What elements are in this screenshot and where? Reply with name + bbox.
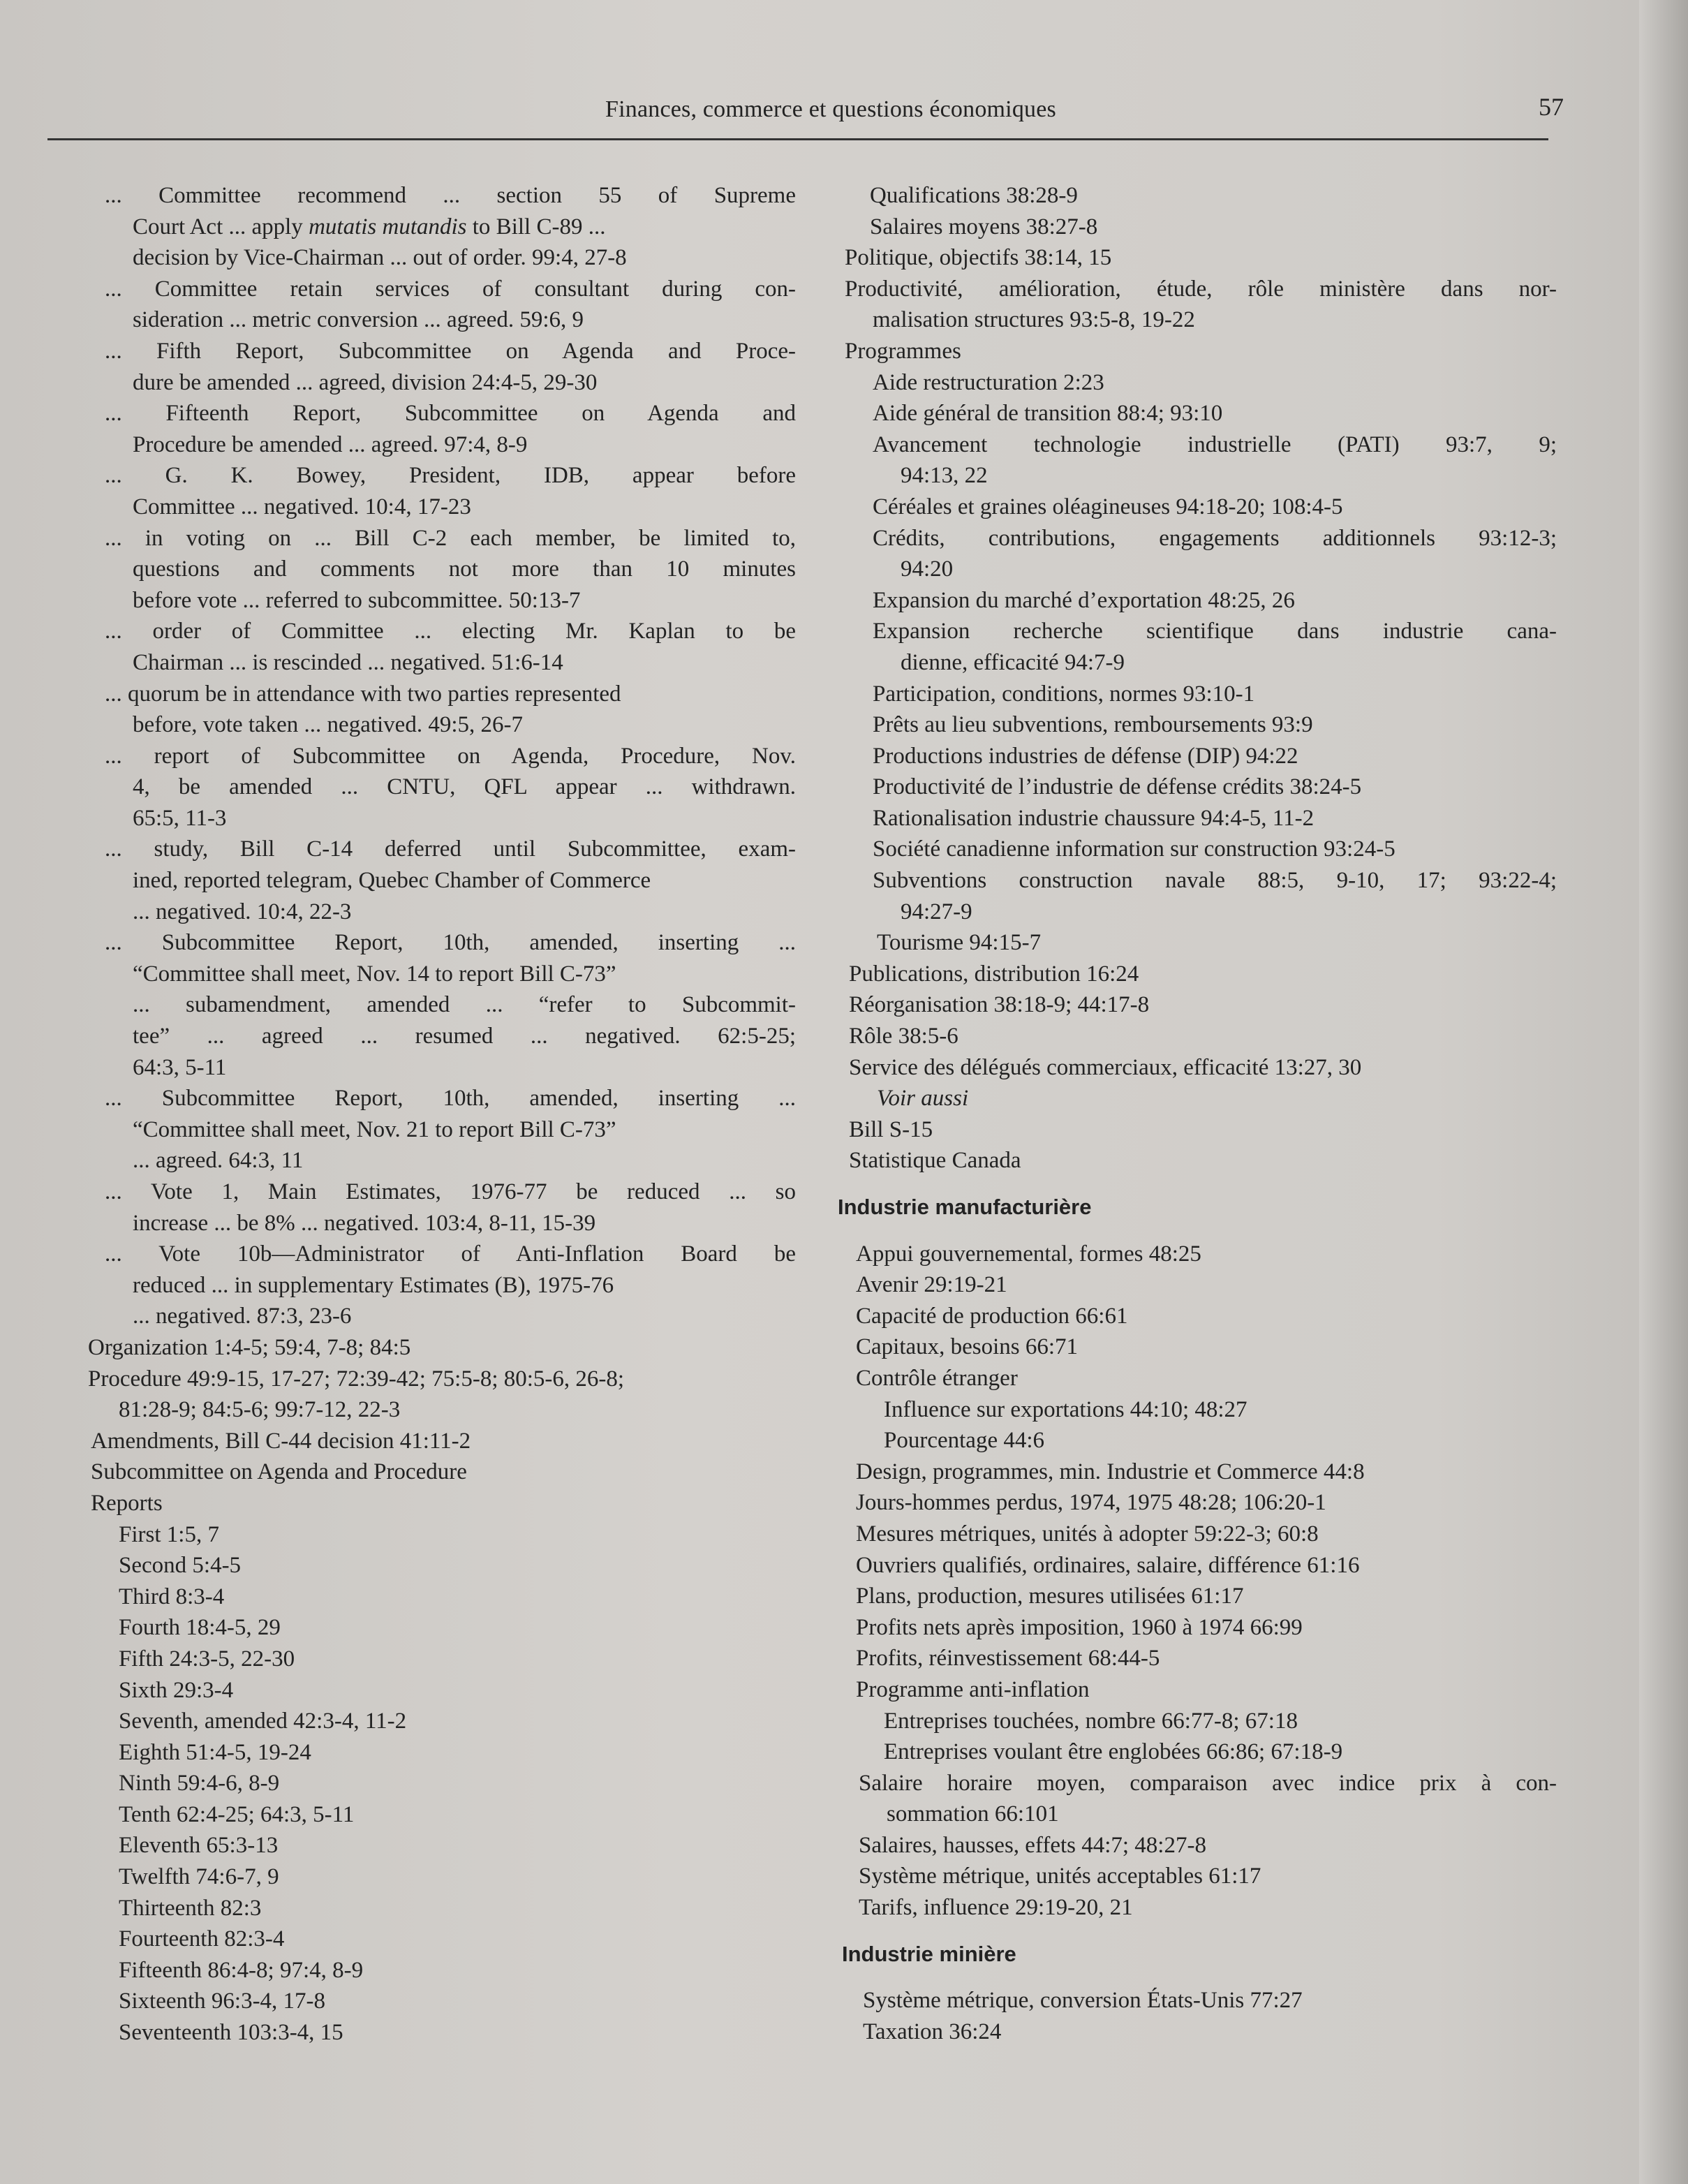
index-entry: before vote ... referred to subcommittee. 50:13-7 bbox=[133, 587, 581, 613]
index-entry: 94:20 bbox=[901, 556, 954, 582]
index-entry: “Committee shall meet, Nov. 21 to report Bill C-73” bbox=[133, 1116, 616, 1142]
index-entry: 4, be amended ... CNTU, QFL appear ... withdrawn. bbox=[133, 774, 796, 800]
index-entry: Rationalisation industrie chaussure 94:4-5, 11-2 bbox=[873, 805, 1315, 831]
index-entry: Aide général de transition 88:4; 93:10 bbox=[873, 401, 1223, 427]
index-entry: 94:27-9 bbox=[901, 899, 972, 924]
index-entry: reduced ... in supplementary Estimates (B), 1975-76 bbox=[133, 1272, 614, 1298]
header-rule bbox=[47, 138, 1548, 140]
index-entry: ... quorum be in attendance with two parties represented bbox=[105, 681, 621, 707]
index-entry: Qualifications 38:28-9 bbox=[870, 183, 1078, 208]
index-entry: Jours-hommes perdus, 1974, 1975 48:28; 106:20-1 bbox=[856, 1490, 1326, 1516]
index-entry: ... Subcommittee Report, 10th, amended, inserting ... bbox=[105, 930, 796, 956]
spacer bbox=[838, 1924, 1557, 1939]
running-header-title: Finances, commerce et questions économiques bbox=[605, 96, 1056, 122]
index-entry: Productions industries de défense (DIP) 94:22 bbox=[873, 743, 1298, 769]
index-entry: Procedure 49:9-15, 17-27; 72:39-42; 75:5-8; 80:5-6, 26-8; bbox=[88, 1366, 625, 1392]
index-entry: Productivité, amélioration, étude, rôle ministère dans nor- bbox=[845, 276, 1557, 302]
index-entry: Politique, objectifs 38:14, 15 bbox=[845, 245, 1112, 271]
index-entry: ... G. K. Bowey, President, IDB, appear before bbox=[105, 463, 796, 489]
index-entry: Eighth 51:4-5, 19-24 bbox=[119, 1739, 311, 1765]
index-entry: Organization 1:4-5; 59:4, 7-8; 84:5 bbox=[88, 1334, 411, 1360]
index-entry: ined, reported telegram, Quebec Chamber of Commerce bbox=[133, 868, 651, 894]
index-entry: Seventh, amended 42:3-4, 11-2 bbox=[119, 1709, 407, 1734]
index-entry: Taxation 36:24 bbox=[863, 2019, 1002, 2044]
index-entry: tee” ... agreed ... resumed ... negatived. 62:5-25; bbox=[133, 1024, 796, 1049]
section-heading: Industrie minière bbox=[842, 1941, 1016, 1966]
index-entry: Expansion recherche scientifique dans industrie cana- bbox=[873, 619, 1557, 644]
index-entry: “Committee shall meet, Nov. 14 to report Bill C-73” bbox=[133, 961, 616, 987]
spacer bbox=[838, 1176, 1557, 1192]
index-entry: Avancement technologie industrielle (PATI) 93:7, 9; bbox=[873, 431, 1557, 457]
index-entry: Fourteenth 82:3-4 bbox=[119, 1926, 285, 1952]
index-entry: Avenir 29:19-21 bbox=[856, 1272, 1007, 1298]
index-entry: Contrôle étranger bbox=[856, 1365, 1018, 1391]
index-entry: Reports bbox=[91, 1490, 163, 1516]
index-entry: increase ... be 8% ... negatived. 103:4, 8-11, 15-39 bbox=[133, 1210, 596, 1236]
index-entry: Statistique Canada bbox=[849, 1148, 1021, 1174]
index-entry: Expansion du marché d’exportation 48:25, 26 bbox=[873, 587, 1295, 613]
index-entry: Aide restructuration 2:23 bbox=[873, 369, 1104, 395]
index-entry: 65:5, 11-3 bbox=[133, 805, 227, 831]
index-entry: 81:28-9; 84:5-6; 99:7-12, 22-3 bbox=[119, 1397, 401, 1423]
index-entry: Fifteenth 86:4-8; 97:4, 8-9 bbox=[119, 1957, 364, 1983]
index-entry: Réorganisation 38:18-9; 44:17-8 bbox=[849, 992, 1150, 1018]
index-entry: Plans, production, mesures utilisées 61:17 bbox=[856, 1584, 1244, 1609]
index-entry: ... Fifth Report, Subcommittee on Agenda and Proce- bbox=[105, 338, 796, 364]
right-index-column bbox=[838, 180, 1557, 2047]
index-entry: Sixteenth 96:3-4, 17-8 bbox=[119, 1989, 326, 2014]
index-entry: Productivité de l’industrie de défense crédits 38:24-5 bbox=[873, 774, 1362, 800]
index-entry: ... Vote 1, Main Estimates, 1976-77 be reduced ... so bbox=[105, 1179, 796, 1204]
index-entry: ... negatived. 10:4, 22-3 bbox=[133, 899, 352, 924]
index-entry: Second 5:4-5 bbox=[119, 1553, 242, 1579]
index-entry: sideration ... metric conversion ... agreed. 59:6, 9 bbox=[133, 307, 584, 333]
index-entry: Tarifs, influence 29:19-20, 21 bbox=[859, 1895, 1133, 1921]
spacer bbox=[838, 1223, 1557, 1239]
left-index-column bbox=[84, 180, 796, 2049]
index-entry: 64:3, 5-11 bbox=[133, 1054, 227, 1080]
index-entry: before, vote taken ... negatived. 49:5, 26-7 bbox=[133, 712, 523, 738]
index-entry: Entreprises voulant être englobées 66:86; 67:18-9 bbox=[884, 1739, 1343, 1765]
index-entry: Salaire horaire moyen, comparaison avec indice prix à con- bbox=[859, 1770, 1557, 1796]
index-entry: Influence sur exportations 44:10; 48:27 bbox=[884, 1396, 1248, 1422]
section-heading: Industrie manufacturière bbox=[838, 1195, 1092, 1219]
page-number: 57 bbox=[1539, 93, 1564, 121]
index-entry: Entreprises touchées, nombre 66:77-8; 67:18 bbox=[884, 1708, 1298, 1734]
index-entry: Système métrique, unités acceptables 61:17 bbox=[859, 1864, 1261, 1889]
see-also-label: Voir aussi bbox=[877, 1086, 969, 1112]
index-entry: Sixth 29:3-4 bbox=[119, 1677, 234, 1703]
index-entry: ... Vote 10b—Administrator of Anti-Inflation Board be bbox=[105, 1241, 796, 1267]
index-entry: Twelfth 74:6-7, 9 bbox=[119, 1864, 279, 1890]
index-entry: Société canadienne information sur construction 93:24-5 bbox=[873, 836, 1395, 862]
index-entry: Capacité de production 66:61 bbox=[856, 1303, 1128, 1329]
index-entry: Salaires moyens 38:27-8 bbox=[870, 214, 1098, 239]
index-entry: dure be amended ... agreed, division 24:4-5, 29-30 bbox=[133, 369, 598, 395]
index-entry: questions and comments not more than 10 minutes bbox=[133, 556, 796, 582]
index-entry: Profits, réinvestissement 68:44-5 bbox=[856, 1646, 1160, 1672]
index-entry: decision by Vice-Chairman ... out of order. 99:4, 27-8 bbox=[133, 245, 627, 271]
index-entry: Participation, conditions, normes 93:10-1 bbox=[873, 681, 1255, 707]
index-entry: First 1:5, 7 bbox=[119, 1521, 219, 1547]
index-entry: Court Act ... apply mutatis mutandis to Bill C-89 ... bbox=[133, 214, 606, 239]
index-entry: Ninth 59:4-6, 8-9 bbox=[119, 1771, 280, 1796]
index-entry: ... in voting on ... Bill C-2 each member, be limited to, bbox=[105, 525, 796, 551]
index-entry: ... Subcommittee Report, 10th, amended, inserting ... bbox=[105, 1086, 796, 1112]
index-entry: Ouvriers qualifiés, ordinaires, salaire, différence 61:16 bbox=[856, 1552, 1360, 1578]
page-edge-shadow bbox=[1639, 0, 1688, 2184]
index-entry: Mesures métriques, unités à adopter 59:22-3; 60:8 bbox=[856, 1521, 1319, 1547]
index-entry: Pourcentage 44:6 bbox=[884, 1428, 1045, 1454]
index-entry: Thirteenth 82:3 bbox=[119, 1895, 262, 1921]
index-entry: Prêts au lieu subventions, remboursements 93:9 bbox=[873, 712, 1313, 738]
index-entry: ... Fifteenth Report, Subcommittee on Agenda and bbox=[105, 401, 796, 427]
spacer bbox=[838, 1970, 1557, 1985]
index-entry: Publications, distribution 16:24 bbox=[849, 961, 1139, 987]
index-entry: Chairman ... is rescinded ... negatived. 51:6-14 bbox=[133, 649, 563, 675]
index-entry: Procedure be amended ... agreed. 97:4, 8-9 bbox=[133, 431, 528, 457]
index-entry: Seventeenth 103:3-4, 15 bbox=[119, 2020, 343, 2046]
index-entry: 94:13, 22 bbox=[901, 463, 988, 489]
index-entry: ... study, Bill C-14 deferred until Subcommittee, exam- bbox=[105, 836, 796, 862]
index-entry: ... subamendment, amended ... “refer to Subcommit- bbox=[133, 992, 796, 1018]
index-entry: Programme anti-inflation bbox=[856, 1676, 1090, 1702]
index-entry: Amendments, Bill C-44 decision 41:11-2 bbox=[91, 1428, 471, 1454]
index-entry: Subcommittee on Agenda and Procedure bbox=[91, 1459, 467, 1485]
index-entry: malisation structures 93:5-8, 19-22 bbox=[873, 307, 1195, 333]
index-entry: sommation 66:101 bbox=[887, 1801, 1059, 1827]
index-entry: Céréales et graines oléagineuses 94:18-20; 108:4-5 bbox=[873, 494, 1343, 519]
index-entry: ... agreed. 64:3, 11 bbox=[133, 1148, 304, 1174]
index-entry: Appui gouvernemental, formes 48:25 bbox=[856, 1241, 1201, 1267]
index-entry: Tourisme 94:15-7 bbox=[877, 930, 1042, 956]
index-entry: Bill S-15 bbox=[849, 1116, 933, 1142]
index-entry: Service des délégués commerciaux, efficacité 13:27, 30 bbox=[849, 1054, 1362, 1080]
index-entry: Third 8:3-4 bbox=[119, 1584, 225, 1609]
index-entry: Fourth 18:4-5, 29 bbox=[119, 1615, 281, 1641]
index-entry: ... report of Subcommittee on Agenda, Procedure, Nov. bbox=[105, 743, 796, 769]
index-entry: Rôle 38:5-6 bbox=[849, 1024, 958, 1049]
index-entry: Subventions construction navale 88:5, 9-10, 17; 93:22-4; bbox=[873, 868, 1557, 894]
index-entry: Design, programmes, min. Industrie et Commerce 44:8 bbox=[856, 1459, 1365, 1484]
index-entry: Système métrique, conversion États-Unis 77:27 bbox=[863, 1988, 1303, 2014]
index-entry: Eleventh 65:3-13 bbox=[119, 1833, 279, 1859]
index-entry: ... order of Committee ... electing Mr. Kaplan to be bbox=[105, 619, 796, 644]
index-entry: Salaires, hausses, effets 44:7; 48:27-8 bbox=[859, 1832, 1206, 1858]
index-entry: Fifth 24:3-5, 22-30 bbox=[119, 1646, 295, 1672]
index-entry: Tenth 62:4-25; 64:3, 5-11 bbox=[119, 1801, 355, 1827]
index-entry: Profits nets après imposition, 1960 à 1974 66:99 bbox=[856, 1614, 1303, 1640]
index-entry: Committee ... negatived. 10:4, 17-23 bbox=[133, 494, 471, 519]
index-entry: Capitaux, besoins 66:71 bbox=[856, 1334, 1079, 1360]
index-entry: Crédits, contributions, engagements additionnels 93:12-3; bbox=[873, 525, 1557, 551]
index-entry: ... negatived. 87:3, 23-6 bbox=[133, 1304, 352, 1329]
index-entry: Programmes bbox=[845, 338, 961, 364]
index-entry: dienne, efficacité 94:7-9 bbox=[901, 649, 1125, 675]
index-entry: ... Committee recommend ... section 55 of Supreme bbox=[105, 183, 796, 208]
index-entry: ... Committee retain services of consultant during con- bbox=[105, 276, 796, 302]
